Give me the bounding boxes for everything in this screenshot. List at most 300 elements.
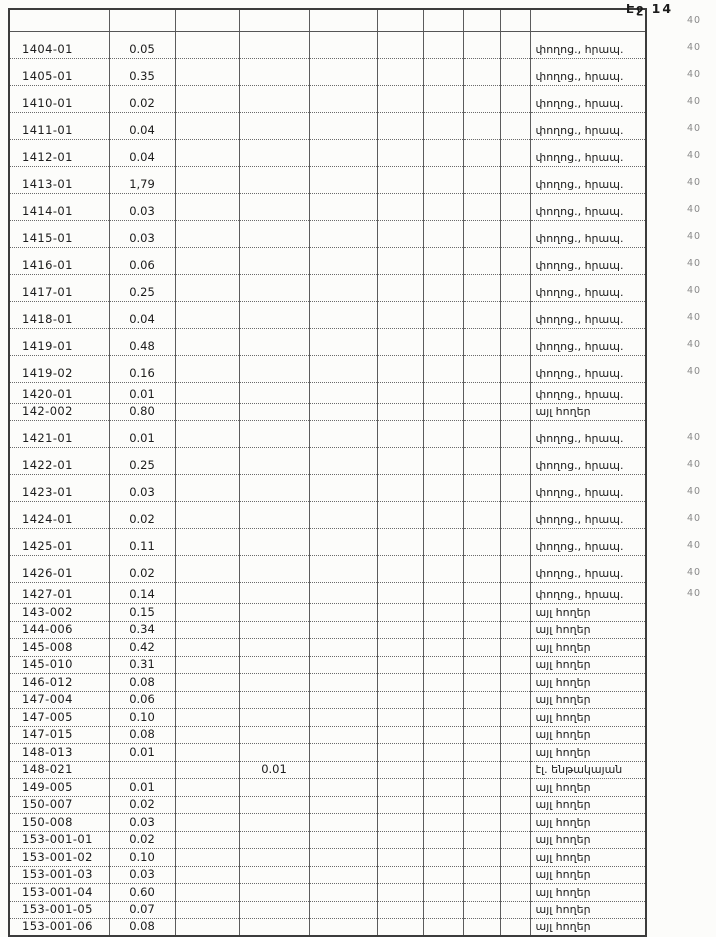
land-type-cell: փողոց., հրապ.: [530, 448, 646, 475]
empty-cell: [377, 328, 423, 355]
margin-note: 40: [687, 540, 702, 551]
empty-cell: [423, 355, 463, 382]
empty-cell: [423, 796, 463, 814]
land-type-cell: փողոց., հրապ.: [530, 529, 646, 556]
empty-cell: [309, 884, 377, 902]
empty-cell: [463, 583, 500, 604]
empty-cell: [175, 355, 239, 382]
land-type-cell: փողոց., հրապ.: [530, 274, 646, 301]
land-type-cell: փողոց., հրապ.: [530, 112, 646, 139]
empty-cell: [309, 901, 377, 919]
land-type-cell: այլ հողեր: [530, 901, 646, 919]
area2-cell: [239, 139, 309, 166]
empty-cell: [423, 901, 463, 919]
area2-cell: [239, 796, 309, 814]
land-type-cell: այլ հողեր: [530, 831, 646, 849]
empty-cell: [423, 744, 463, 762]
empty-cell: [377, 166, 423, 193]
empty-cell: [423, 166, 463, 193]
area2-cell: [239, 866, 309, 884]
empty-cell: [463, 220, 500, 247]
empty-cell: [175, 866, 239, 884]
land-type-cell: այլ հողեր: [530, 744, 646, 762]
area2-cell: [239, 691, 309, 709]
empty-cell: [175, 674, 239, 692]
empty-cell: [463, 814, 500, 832]
empty-cell: [423, 274, 463, 301]
empty-cell: [463, 656, 500, 674]
empty-cell: [500, 901, 530, 919]
empty-cell: [463, 691, 500, 709]
land-type-cell: այլ հողեր: [530, 709, 646, 727]
table-row: [9, 448, 646, 475]
empty-cell: [309, 656, 377, 674]
empty-cell: [500, 866, 530, 884]
table-row: [9, 139, 646, 166]
code-cell: 1413-01: [9, 166, 109, 193]
empty-cell: [175, 761, 239, 779]
empty-cell: [500, 403, 530, 421]
empty-cell: [500, 421, 530, 448]
empty-cell: [500, 301, 530, 328]
area-cell: 0.03: [109, 814, 175, 832]
land-type-cell: այլ հողեր: [530, 621, 646, 639]
empty-cell: [377, 403, 423, 421]
area-cell: 0.01: [109, 744, 175, 762]
empty-cell: [309, 604, 377, 622]
table-row: [9, 919, 646, 937]
code-cell: 1404-01: [9, 31, 109, 58]
empty-cell: [175, 139, 239, 166]
area2-cell: [239, 382, 309, 403]
empty-cell: [377, 583, 423, 604]
empty-cell: [500, 475, 530, 502]
empty-cell: [309, 674, 377, 692]
table-row: [9, 726, 646, 744]
empty-cell: [500, 656, 530, 674]
empty-cell: [463, 193, 500, 220]
empty-cell: [309, 31, 377, 58]
empty-cell: [175, 529, 239, 556]
area-cell: 0.04: [109, 301, 175, 328]
empty-cell: [423, 556, 463, 583]
empty-cell: [309, 726, 377, 744]
area2-cell: [239, 403, 309, 421]
land-type-cell: այլ հողեր: [530, 796, 646, 814]
code-cell: 1410-01: [9, 85, 109, 112]
area2-cell: [239, 556, 309, 583]
empty-cell: [175, 448, 239, 475]
empty-cell: [423, 403, 463, 421]
empty-cell: [377, 421, 423, 448]
empty-cell: [175, 814, 239, 832]
empty-cell: [423, 726, 463, 744]
table-row: [9, 709, 646, 727]
area-cell: 0.02: [109, 502, 175, 529]
empty-cell: [175, 403, 239, 421]
margin-note: 40: [687, 258, 702, 269]
land-type-cell: փողոց., հրապ.: [530, 31, 646, 58]
empty-cell: [423, 475, 463, 502]
area2-cell: [239, 475, 309, 502]
empty-cell: [175, 382, 239, 403]
empty-cell: [377, 529, 423, 556]
margin-note: 40: [687, 312, 702, 323]
table-row: [9, 639, 646, 657]
area2-cell: [239, 583, 309, 604]
empty-cell: [309, 112, 377, 139]
empty-cell: [423, 139, 463, 166]
area2-cell: [239, 726, 309, 744]
land-type-cell: փողոց., հրապ.: [530, 328, 646, 355]
area2-cell: [239, 884, 309, 902]
empty-cell: [500, 328, 530, 355]
land-type-cell: այլ հողեր: [530, 849, 646, 867]
code-cell: 1419-01: [9, 328, 109, 355]
area2-cell: [239, 274, 309, 301]
code-cell: 153-001-03: [9, 866, 109, 884]
empty-cell: [377, 58, 423, 85]
table-row: [9, 58, 646, 85]
empty-cell: [377, 247, 423, 274]
area-cell: 0.25: [109, 448, 175, 475]
code-cell: 142-002: [9, 403, 109, 421]
area-cell: 0.02: [109, 85, 175, 112]
empty-cell: [377, 475, 423, 502]
empty-cell: [500, 831, 530, 849]
area2-cell: [239, 604, 309, 622]
empty-cell: [309, 139, 377, 166]
empty-cell: [423, 421, 463, 448]
code-cell: 1423-01: [9, 475, 109, 502]
empty-cell: [423, 448, 463, 475]
empty-cell: [423, 9, 463, 31]
margin-note: 40: [687, 231, 702, 242]
area-cell: 0.02: [109, 556, 175, 583]
area-cell: 0.07: [109, 901, 175, 919]
empty-cell: [175, 247, 239, 274]
land-type-cell: այլ հողեր: [530, 604, 646, 622]
empty-cell: [377, 831, 423, 849]
table-row: [9, 866, 646, 884]
empty-cell: [377, 274, 423, 301]
area2-cell: [239, 301, 309, 328]
code-cell: 1425-01: [9, 529, 109, 556]
area-cell: 0.03: [109, 866, 175, 884]
empty-cell: [463, 884, 500, 902]
area2-cell: [239, 656, 309, 674]
empty-cell: [175, 884, 239, 902]
area2-cell: [239, 529, 309, 556]
margin-note: 40: [687, 459, 702, 470]
empty-cell: [175, 849, 239, 867]
table-body: [9, 9, 646, 936]
empty-cell: [500, 849, 530, 867]
empty-cell: [500, 796, 530, 814]
code-cell: 148-013: [9, 744, 109, 762]
empty-cell: [377, 779, 423, 797]
code-cell: 147-015: [9, 726, 109, 744]
land-type-cell: փողոց., հրապ.: [530, 502, 646, 529]
empty-cell: [175, 604, 239, 622]
empty-cell: [500, 166, 530, 193]
empty-cell: [500, 355, 530, 382]
table-row: [9, 193, 646, 220]
empty-cell: [309, 709, 377, 727]
area-cell: 0.06: [109, 691, 175, 709]
empty-cell: [463, 85, 500, 112]
land-type-cell: փողոց., հրապ.: [530, 583, 646, 604]
empty-cell: [175, 831, 239, 849]
empty-cell: [309, 58, 377, 85]
empty-cell: [377, 919, 423, 937]
empty-cell: [175, 744, 239, 762]
empty-cell: [377, 355, 423, 382]
empty-cell: [309, 691, 377, 709]
area-cell: 0.03: [109, 193, 175, 220]
land-type-cell: էլ. ենթակայան: [530, 761, 646, 779]
margin-note: 40: [687, 486, 702, 497]
empty-cell: [377, 621, 423, 639]
empty-cell: [500, 85, 530, 112]
empty-cell: [175, 274, 239, 301]
empty-cell: [423, 656, 463, 674]
area-cell: 0.48: [109, 328, 175, 355]
empty-cell: [463, 382, 500, 403]
area-cell: 0.04: [109, 139, 175, 166]
empty-cell: [423, 247, 463, 274]
empty-cell: [500, 639, 530, 657]
empty-cell: [423, 31, 463, 58]
empty-cell: [377, 502, 423, 529]
code-cell: 153-001-06: [9, 919, 109, 937]
empty-cell: [463, 274, 500, 301]
margin-note: 40: [687, 123, 702, 134]
table-row: [9, 529, 646, 556]
margin-note: 40: [687, 588, 702, 599]
empty-cell: [500, 726, 530, 744]
code-cell: 1420-01: [9, 382, 109, 403]
area-cell: 0.01: [109, 421, 175, 448]
code-cell: 1427-01: [9, 583, 109, 604]
code-cell: 153-001-02: [9, 849, 109, 867]
margin-note: 40: [687, 339, 702, 350]
empty-cell: [377, 761, 423, 779]
table-row: [9, 779, 646, 797]
land-type-cell: այլ հողեր: [530, 866, 646, 884]
empty-cell: [377, 382, 423, 403]
empty-cell: [463, 421, 500, 448]
empty-cell: [309, 761, 377, 779]
area2-cell: [239, 639, 309, 657]
empty-cell: [377, 726, 423, 744]
table-row: [9, 621, 646, 639]
empty-cell: [500, 139, 530, 166]
empty-cell: [423, 761, 463, 779]
table-row: [9, 112, 646, 139]
empty-cell: [309, 328, 377, 355]
empty-cell: [309, 583, 377, 604]
empty-cell: [175, 301, 239, 328]
area2-cell: [239, 919, 309, 937]
code-cell: 146-012: [9, 674, 109, 692]
area-cell: 0.08: [109, 674, 175, 692]
area-cell: 0.34: [109, 621, 175, 639]
area-cell: 0.31: [109, 656, 175, 674]
area-cell: 0.05: [109, 31, 175, 58]
empty-cell: [175, 193, 239, 220]
area-cell: 0.35: [109, 58, 175, 85]
land-type-cell: փողոց., հրապ.: [530, 220, 646, 247]
land-type-cell: փողոց., հրապ.: [530, 193, 646, 220]
code-cell: 1416-01: [9, 247, 109, 274]
empty-cell: [309, 866, 377, 884]
empty-cell: [175, 9, 239, 31]
empty-cell: [423, 779, 463, 797]
table-row: [9, 403, 646, 421]
empty-cell: [377, 656, 423, 674]
table-row: [9, 475, 646, 502]
area2-cell: 0.01: [239, 761, 309, 779]
empty-cell: [309, 796, 377, 814]
code-cell: 153-001-05: [9, 901, 109, 919]
empty-cell: [423, 301, 463, 328]
area-cell: 0.01: [109, 382, 175, 403]
empty-cell: [309, 831, 377, 849]
empty-cell: [377, 744, 423, 762]
empty-cell: [175, 112, 239, 139]
margin-note: 40: [687, 96, 702, 107]
code-cell: 1421-01: [9, 421, 109, 448]
empty-cell: [175, 556, 239, 583]
empty-cell: [309, 779, 377, 797]
land-type-cell: այլ հողեր: [530, 403, 646, 421]
table-row: [9, 796, 646, 814]
empty-cell: [175, 85, 239, 112]
area2-cell: [239, 779, 309, 797]
empty-cell: [175, 779, 239, 797]
code-cell: 1424-01: [9, 502, 109, 529]
table-row: [9, 901, 646, 919]
area-cell: 0.14: [109, 583, 175, 604]
code-cell: 1415-01: [9, 220, 109, 247]
empty-cell: [423, 85, 463, 112]
code-cell: 144-006: [9, 621, 109, 639]
empty-cell: [500, 112, 530, 139]
margin-note: 40: [687, 567, 702, 578]
empty-cell: [175, 475, 239, 502]
empty-cell: [500, 761, 530, 779]
empty-cell: [175, 656, 239, 674]
land-type-cell: այլ հողեր: [530, 814, 646, 832]
empty-cell: [377, 220, 423, 247]
empty-cell: [463, 744, 500, 762]
empty-cell: [309, 849, 377, 867]
table-row: [9, 831, 646, 849]
empty-cell: [309, 9, 377, 31]
empty-cell: [377, 674, 423, 692]
empty-cell: [423, 529, 463, 556]
table-row: [9, 274, 646, 301]
table-row: [9, 382, 646, 403]
empty-cell: [423, 604, 463, 622]
empty-cell: [463, 639, 500, 657]
land-type-cell: այլ հողեր: [530, 674, 646, 692]
area-cell: 1,79: [109, 166, 175, 193]
margin-note: 40: [687, 150, 702, 161]
code-cell: 147-005: [9, 709, 109, 727]
empty-cell: [463, 849, 500, 867]
table-row: [9, 301, 646, 328]
land-type-cell: փողոց., հրապ.: [530, 58, 646, 85]
empty-cell: [463, 796, 500, 814]
empty-cell: [500, 779, 530, 797]
area2-cell: [239, 621, 309, 639]
empty-cell: [309, 403, 377, 421]
empty-cell: [463, 112, 500, 139]
empty-cell: [500, 31, 530, 58]
empty-cell: [463, 403, 500, 421]
code-cell: 145-008: [9, 639, 109, 657]
table-row: [9, 691, 646, 709]
table-row: [9, 814, 646, 832]
empty-cell: [309, 919, 377, 937]
empty-cell: [463, 247, 500, 274]
empty-cell: [423, 328, 463, 355]
page-number-label: Էջ 14: [626, 1, 674, 16]
table-row: [9, 247, 646, 274]
empty-cell: [500, 604, 530, 622]
table-row: [9, 656, 646, 674]
empty-cell: [309, 556, 377, 583]
empty-cell: [463, 901, 500, 919]
empty-cell: [500, 448, 530, 475]
empty-cell: [309, 355, 377, 382]
table-row: [9, 674, 646, 692]
empty-cell: [500, 247, 530, 274]
empty-cell: [175, 421, 239, 448]
empty-cell: [423, 639, 463, 657]
area2-cell: [239, 85, 309, 112]
empty-cell: [175, 709, 239, 727]
land-type-cell: փողոց., հրապ.: [530, 421, 646, 448]
empty-cell: [423, 674, 463, 692]
empty-cell: [309, 475, 377, 502]
table-row: [9, 761, 646, 779]
empty-cell: [377, 85, 423, 112]
table-row: [9, 583, 646, 604]
empty-cell: [463, 139, 500, 166]
area2-cell: [239, 831, 309, 849]
empty-cell: [423, 691, 463, 709]
margin-note: 40: [687, 177, 702, 188]
area2-cell: [239, 220, 309, 247]
empty-cell: [463, 726, 500, 744]
empty-cell: [423, 382, 463, 403]
code-cell: 147-004: [9, 691, 109, 709]
empty-cell: [463, 919, 500, 937]
area2-cell: [239, 674, 309, 692]
code-cell: 148-021: [9, 761, 109, 779]
area2-cell: [239, 355, 309, 382]
empty-cell: [377, 193, 423, 220]
area2-cell: [239, 31, 309, 58]
empty-cell: [377, 448, 423, 475]
empty-cell: [175, 58, 239, 85]
code-cell: 143-002: [9, 604, 109, 622]
area-cell: 0.15: [109, 604, 175, 622]
empty-cell: [175, 502, 239, 529]
